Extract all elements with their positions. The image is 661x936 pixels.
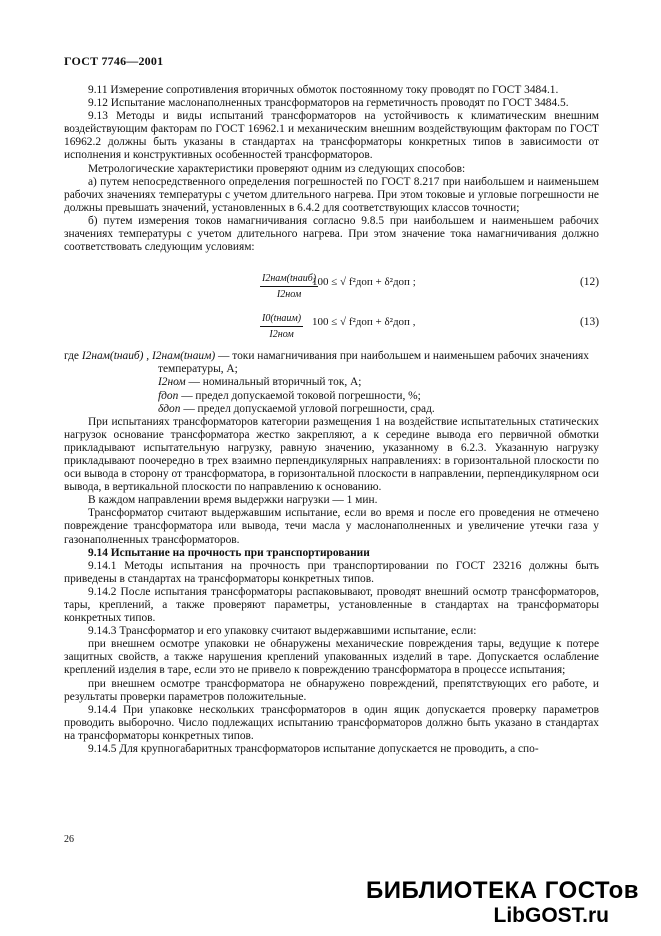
paragraph-9-14-4: 9.14.4 При упаковке нескольких трансформаторов в один ящик допускается проверку параметров проводить выборочно. Число подлежащих испытанию трансформаторов должно быть указано в стандартах на трансформаторы конкретных типов. (64, 703, 599, 742)
formula-13-denominator: I2ном (269, 329, 294, 341)
legend-symbol-angle-error: δдоп (158, 402, 181, 415)
watermark-line-1: БИБЛИОТЕКА ГОСТов (366, 877, 639, 904)
legend-desc-rated-current: — номинальный вторичный ток, А; (188, 376, 362, 389)
legend-line-4 (64, 403, 599, 416)
legend-symbol-current-error: fдоп (158, 389, 179, 402)
paragraph-item-b: б) путем измерения токов намагничивания согласно 9.8.5 при наибольшем и наименьшем рабочих значениях температуры с учетом длительного нагрева. При этом значение тока намагничивания должно соответствовать следующим условиям: (64, 214, 599, 254)
formula-12-tail: ; (412, 276, 416, 289)
legend-symbol-rated-current: I2ном (158, 376, 186, 389)
formula-12-rhs (312, 276, 416, 289)
legend-desc-angle-error: — предел допускаемой угловой погрешности, срад. (183, 402, 435, 415)
page-number: 26 (64, 834, 74, 845)
formula-12-denominator: I2ном (276, 289, 302, 301)
paragraph-metrology: Метрологические характеристики проверяют одним из следующих способов: (88, 162, 466, 175)
paragraph-9-13: 9.13 Методы и виды испытаний трансформаторов на устойчивость к климатическим внешним воздействующим факторам по ГОСТ 16962.1 и механическим внешним воздействующим факторам по ГОСТ 16962.2 должны быть указаны в стандартах на трансформаторы конкретных типов в зависимости от исполнения и конструктивных особенностей трансформаторов. (64, 110, 599, 162)
formula-12-fraction (260, 272, 318, 301)
paragraph-9-12: 9.12 Испытание маслонаполненных трансформаторов на герметичность проводят по ГОСТ 3484.5. (88, 97, 569, 110)
paragraph-static-load: При испытаниях трансформаторов категории размещения 1 на воздействие испытательных статических нагрузок основание трансформатора жестко закрепляют, а к середине вывода его первичной обмотки прикладывают испытательную нагрузку, равную значению, указанному в 6.2.3. Указанную нагрузку прикладывают поочередно в трех взаимно перпендикулярных направлениях: в горизонтальной плоскости по оси вывода в сторону от трансформатора, в горизонтальной плоскости в направлении, перпендикулярном оси вывода, в вертикальной плоскости по направлению к основанию. (64, 415, 599, 494)
document-header: ГОСТ 7746—2001 (64, 54, 164, 68)
formula-13-number: (13) (580, 316, 599, 329)
legend-line-1-cont: температуры, А; (158, 363, 238, 376)
formula-13-numerator: I0(tнаим) (260, 312, 303, 327)
formula-13 (64, 310, 599, 340)
paragraph-9-14-3-a: при внешнем осмотре упаковки не обнаружены механические повреждения тары, ведущие к потере защитных свойств, а также нарушения креплений упакованных изделий в таре. Допускается ослабление креплений изделия в таре, если это не привело к повреждению трансформатора в процессе испытания; (64, 638, 599, 677)
paragraph-item-a: а) путем непосредственного определения погрешностей по ГОСТ 8.217 при наибольшем и наименьшем рабочих значениях температуры с учетом длительного нагрева. При этом токовые и угловые погрешности не должны превышать значений, установленных в 6.4.2 для соответствующих классов точности; (64, 175, 599, 214)
paragraph-9-14-5: 9.14.5 Для крупногабаритных трансформаторов испытание допускается не проводить, а спо- (88, 743, 539, 756)
paragraph-9-14-3-b: при внешнем осмотре трансформатора не обнаружено повреждений, препятствующих его работе, и результаты проверки параметров положительные. (64, 677, 599, 703)
formula-12-numerator: I2нам(tнаиб) (260, 272, 318, 287)
formula-13-tail: , (412, 316, 416, 329)
formula-13-rhs-text: 100 ≤ √ f²доп + δ²доп (312, 316, 410, 329)
formula-12-number: (12) (580, 276, 599, 289)
formula-13-rhs (312, 316, 415, 329)
paragraph-9-14-3: 9.14.3 Трансформатор и его упаковку считают выдержавшими испытание, если: (88, 625, 477, 638)
paragraph-pass-criteria: Трансформатор считают выдержавшим испытание, если во время и после его проведения не отмечено повреждение трансформатора или вывода, течи масла у маслонаполненных и увеличение утечки газа у газонаполненных трансформаторов. (64, 507, 599, 546)
legend-lead: где (64, 350, 79, 363)
section-heading-9-14: 9.14 Испытание на прочность при транспортировании (88, 546, 370, 559)
legend-symbol-magnetizing: I2нам(tнаиб) , I2нам(tнаим) (81, 350, 216, 363)
paragraph-hold-time: В каждом направлении время выдержки нагрузки — 1 мин. (88, 494, 378, 507)
legend-line-1 (64, 350, 599, 363)
paragraph-9-14-1: 9.14.1 Методы испытания на прочность при транспортировании по ГОСТ 23216 должны быть приведены в стандартах на трансформаторы конкретных типов. (64, 559, 599, 585)
legend-line-3 (64, 390, 599, 403)
paragraph-9-14-2: 9.14.2 После испытания трансформаторы распаковывают, проводят внешний осмотр трансформаторов, тары, креплений, а также проверяют параметры, установленные в стандартах на трансформаторы конкретных типов. (64, 585, 599, 625)
legend-desc-magnetizing: — токи намагничивания при наибольшем и наименьшем рабочих значениях (218, 350, 589, 363)
formula-12 (64, 270, 599, 300)
document-body (64, 84, 599, 756)
legend-line-2 (64, 376, 599, 389)
watermark-line-2: LibGOST.ru (493, 904, 609, 927)
formula-13-fraction (260, 312, 303, 341)
formula-12-rhs-text: 100 ≤ √ f²доп + δ²доп (312, 276, 410, 289)
legend-desc-current-error: — предел допускаемой токовой погрешности, %; (181, 389, 421, 402)
paragraph-9-11: 9.11 Измерение сопротивления вторичных обмоток постоянному току проводят по ГОСТ 3484.1. (88, 84, 559, 96)
symbol-legend (64, 350, 599, 415)
library-watermark (366, 878, 639, 928)
